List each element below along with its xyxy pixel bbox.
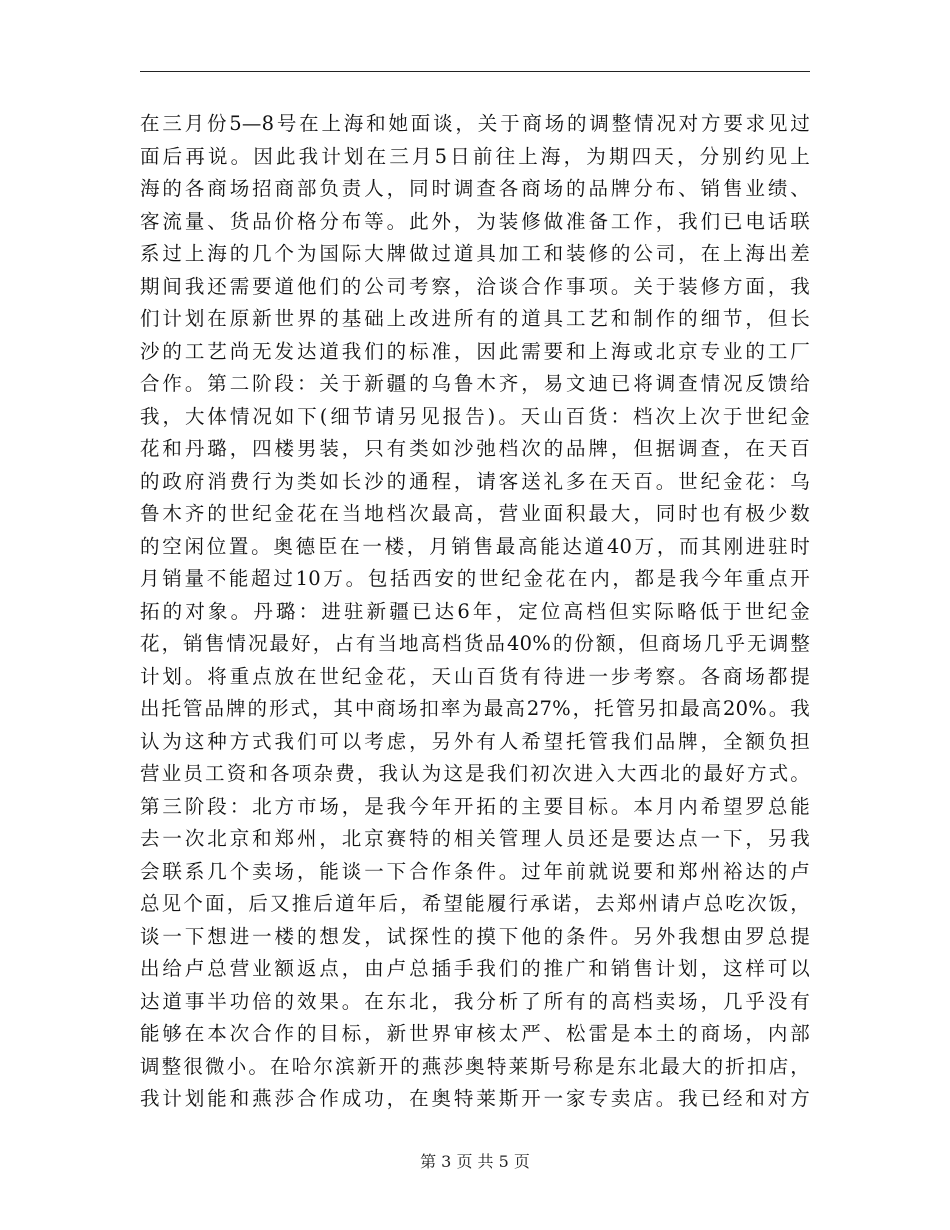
text-line: 在三月份5—8号在上海和她面谈，关于商场的调整情况对方要求见过 xyxy=(140,112,810,135)
text-line: 期间我还需要道他们的公司考察，洽谈合作事项。关于装修方面，我 xyxy=(140,274,810,298)
text-line: 会联系几个卖场，能谈一下合作条件。过年前就说要和郑州裕达的卢 xyxy=(140,859,810,883)
page-footer: 第 3 页 共 5 页 xyxy=(420,1152,530,1171)
text-line: 的空闲位置。奥德臣在一楼，月销售最高能达道40万，而其刚进驻时 xyxy=(140,534,810,558)
text-line: 客流量、货品价格分布等。此外，为装修做准备工作，我们已电话联 xyxy=(140,209,810,233)
text-line: 调整很微小。在哈尔滨新开的燕莎奥特莱斯号称是东北最大的折扣店， xyxy=(140,1054,810,1078)
text-line: 海的各商场招商部负责人，同时调查各商场的品牌分布、销售业绩、 xyxy=(140,177,810,200)
text-line: 计划。将重点放在世纪金花，天山百货有待进一步考察。各商场都提 xyxy=(140,664,810,688)
text-line: 能够在本次合作的目标，新世界审核太严、松雷是本土的商场，内部 xyxy=(140,1022,810,1045)
text-line: 第三阶段：北方市场，是我今年开拓的主要目标。本月内希望罗总能 xyxy=(140,794,810,818)
text-line: 月销量不能超过10万。包括西安的世纪金花在内，都是我今年重点开 xyxy=(140,567,810,590)
text-line: 去一次北京和郑州，北京赛特的相关管理人员还是要达点一下，另我 xyxy=(140,827,810,850)
text-line: 面后再说。因此我计划在三月5日前往上海，为期四天，分别约见上 xyxy=(140,144,810,168)
text-line: 拓的对象。丹璐：进驻新疆已达6年，定位高档但实际略低于世纪金 xyxy=(140,599,810,623)
header-rule xyxy=(140,71,810,72)
text-line: 合作。第二阶段：关于新疆的乌鲁木齐，易文迪已将调查情况反馈给 xyxy=(140,372,810,395)
text-line: 认为这种方式我们可以考虑，另外有人希望托管我们品牌，全额负担 xyxy=(140,729,810,753)
text-line: 花，销售情况最好，占有当地高档货品40%的份额，但商场几乎无调整 xyxy=(140,632,810,655)
body-text xyxy=(140,108,810,1116)
text-line: 营业员工资和各项杂费，我认为这是我们初次进入大西北的最好方式。 xyxy=(140,762,810,785)
text-line: 我计划能和燕莎合作成功，在奥特莱斯开一家专卖店。我已经和对方 xyxy=(140,1087,810,1110)
text-line: 鲁木齐的世纪金花在当地档次最高，营业面积最大，同时也有极少数 xyxy=(140,502,810,525)
text-line: 系过上海的几个为国际大牌做过道具加工和装修的公司，在上海出差 xyxy=(140,242,810,265)
text-line: 出托管品牌的形式，其中商场扣率为最高27%，托管另扣最高20%。我 xyxy=(140,697,810,720)
text-line: 谈一下想进一楼的想发，试探性的摸下他的条件。另外我想由罗总提 xyxy=(140,924,810,948)
text-line: 我，大体情况如下(细节请另见报告)。天山百货：档次上次于世纪金 xyxy=(140,404,810,428)
text-line: 出给卢总营业额返点，由卢总插手我们的推广和销售计划，这样可以 xyxy=(140,957,810,980)
text-line: 总见个面，后又推后道年后，希望能履行承诺，去郑州请卢总吃次饭， xyxy=(140,892,810,915)
text-line: 的政府消费行为类如长沙的通程，请客送礼多在天百。世纪金花：乌 xyxy=(140,469,810,493)
text-line: 达道事半功倍的效果。在东北，我分析了所有的高档卖场，几乎没有 xyxy=(140,989,810,1013)
text-line: 花和丹璐，四楼男装，只有类如沙弛档次的品牌，但据调查，在天百 xyxy=(140,437,810,460)
text-line: 们计划在原新世界的基础上改进所有的道具工艺和制作的细节，但长 xyxy=(140,307,810,330)
text-line: 沙的工艺尚无发达道我们的标准，因此需要和上海或北京专业的工厂 xyxy=(140,339,810,363)
